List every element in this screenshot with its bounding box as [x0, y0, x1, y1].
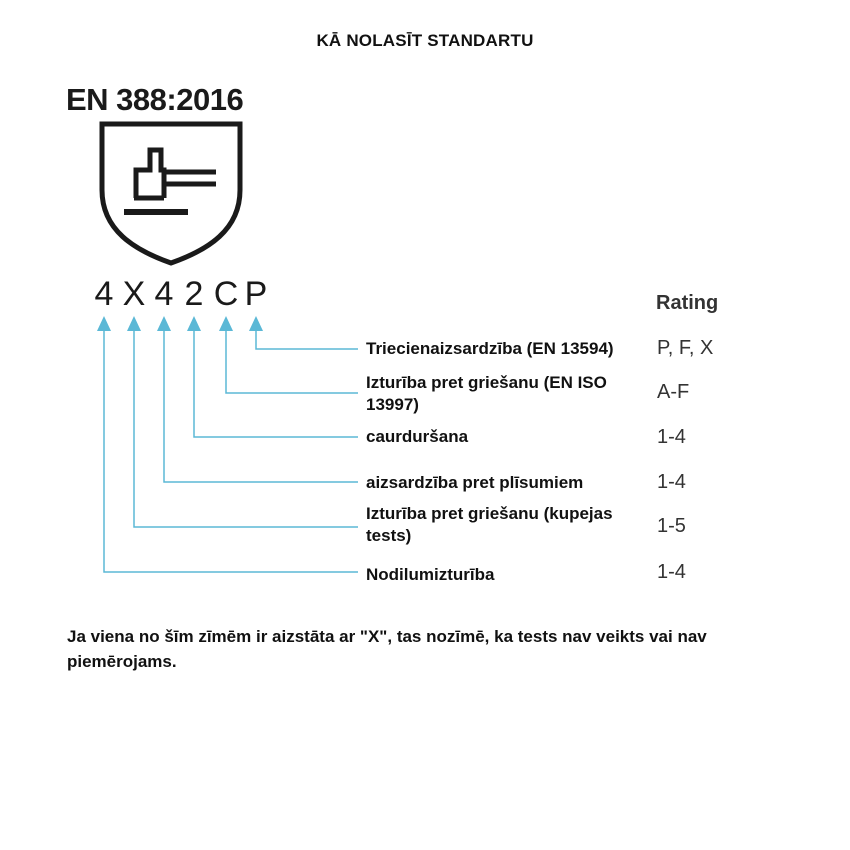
- rating-header: Rating: [656, 292, 719, 314]
- row-label-puncture: caurduršana: [366, 427, 469, 446]
- arrow-head-3: [157, 316, 171, 331]
- code-char-4: 2: [184, 275, 204, 313]
- row-label-cut-iso: Izturība pret griešanu (EN ISO 13997): [366, 373, 607, 414]
- footnote: Ja viena no šīm zīmēm ir aizstāta ar "X", tas nozīmē, ka tests nav veikts vai nav piemērojams.: [67, 627, 707, 671]
- row-rating-tear: 1-4: [657, 471, 686, 493]
- row-rating-puncture: 1-4: [657, 426, 686, 448]
- row-label-tear: aizsardzība pret plīsumiem: [366, 473, 584, 492]
- connector-line-5: [226, 331, 358, 393]
- row-rating-impact: P, F, X: [657, 337, 714, 359]
- connector-line-2: [134, 331, 358, 527]
- row-label-cut-coupe: Izturība pret griešanu (kupejas tests): [366, 504, 613, 545]
- row-label-impact: Triecienaizsardzība (EN 13594): [366, 339, 614, 358]
- row-rating-cut-coupe: 1-5: [657, 515, 686, 537]
- page-title: KĀ NOLASĪT STANDARTU: [316, 31, 534, 50]
- code-char-3: 4: [154, 275, 174, 313]
- row-rating-cut-iso: A-F: [657, 381, 690, 403]
- code-char-5: C: [213, 275, 239, 313]
- connector-line-4: [194, 331, 358, 437]
- code-char-1: 4: [94, 275, 114, 313]
- connector-line-1: [104, 331, 358, 572]
- arrow-head-5: [219, 316, 233, 331]
- row-rating-abrasion: 1-4: [657, 561, 686, 583]
- connector-line-3: [164, 331, 358, 482]
- arrow-head-6: [249, 316, 263, 331]
- standard-label: EN 388:2016: [66, 82, 244, 117]
- row-label-abrasion: Nodilumizturība: [366, 565, 495, 584]
- arrow-head-2: [127, 316, 141, 331]
- connector-line-6: [256, 331, 358, 349]
- arrow-head-1: [97, 316, 111, 331]
- code-char-2: X: [122, 275, 146, 313]
- code-char-6: P: [244, 275, 268, 313]
- arrow-head-4: [187, 316, 201, 331]
